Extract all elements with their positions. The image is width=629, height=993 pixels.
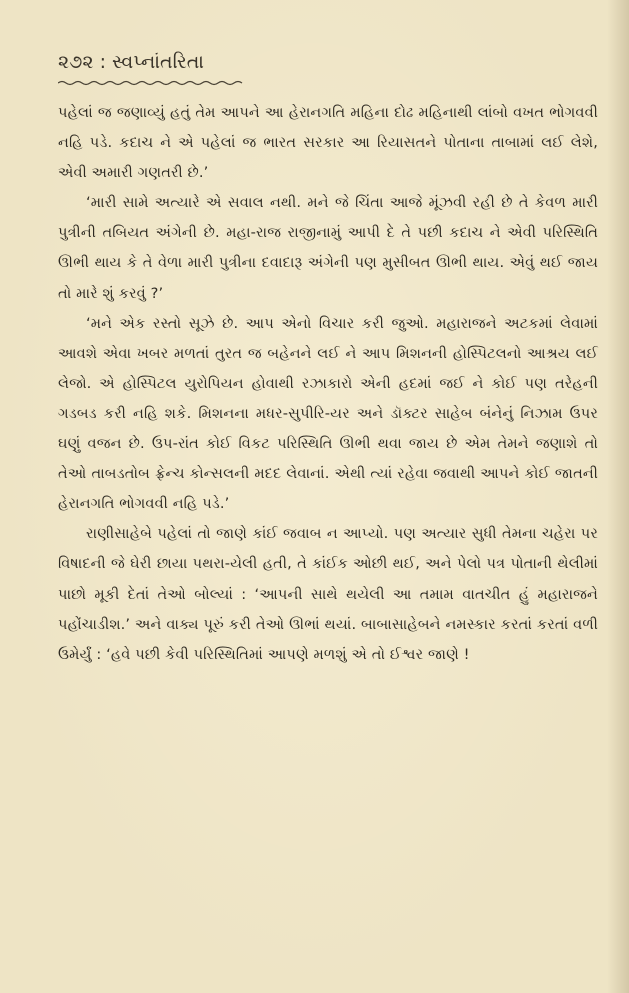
paragraph: ‘મારી સામે અત્યારે એ સવાલ નથી. મને જે ચિંતા આજે મૂંઝવી રહી છે તે કેવળ મારી પુત્રીની તબિયત અંગેની છે. મહા-રાજ રાજીનામું આપી દે તે પછી કદાચ ને એવી પરિસ્થિતિ ઊભી થાય કે તે વેળા મારી પુત્રીના દવાદારૂ અંગેની પણ મુસીબત ઊભી થાય. એવું થઈ જાય તો મારે શું કરવું ?’: [58, 194, 598, 302]
paragraph: રાણીસાહેબે પહેલાં તો જાણે કાંઈ જવાબ ન આપ્યો. પણ અત્યાર સુધી તેમના ચહેરા પર વિષાદની જે ઘેરી છાયા પથરા-યેલી હતી, તે કાંઈક ઓછી થઈ, અને પેલો પત્ર પોતાની થેલીમાં પાછો મૂકી દેતાં તેઓ બોલ્યાં : ‘આપની સાથે થયેલી આ તમામ વાતચીત હું મહારાજને પહોંચાડીશ.’ અને વાક્ય પૂરું કરી તેઓ ઊભાં થયાં. બાબાસાહેબને નમસ્કાર કરતાં કરતાં વળી ઉમેર્યું : ‘હવે પછી કેવી પરિસ્થિતિમાં આપણે મળશું એ તો ઈશ્વર જાણે !: [58, 525, 598, 663]
header-separator: :: [99, 51, 106, 73]
paragraph: ‘મને એક રસ્તો સૂઝે છે. આપ એનો વિચાર કરી જુઓ. મહારાજને અટકમાં લેવામાં આવશે એવા ખબર મળતાં તુરત જ બહેનને લઈ ને આપ મિશનની હોસ્પિટલનો આશ્રય લઈ લેજો. એ હોસ્પિટલ યુરોપિયન હોવાથી રઝાકારો એની હદમાં જઈ ને કોઈ પણ તરેહની ગડબડ કરી નહિ શકે. મિશનના મધર-સુપીરિ-યર અને ડૉક્ટર સાહેબ બંનેનું નિઝામ ઉપર ઘણું વજન છે. ઉપ-રાંત કોઈ વિકટ પરિસ્થિતિ ઊભી થવા જાય છે એમ તેમને જણાશે તો તેઓ તાબડતોબ ફ્રેન્ચ કોન્સલની મદદ લેવાનાં. એથી ત્યાં રહેવા જવાથી આપને કોઈ જાતની હેરાનગતિ ભોગવવી નહિ પડે.’: [58, 314, 598, 513]
running-header: [58, 50, 204, 74]
paragraph: પહેલાં જ જણાવ્યું હતું તેમ આપને આ હેરાનગતિ મહિના દોઢ મહિનાથી લાંબો વખત ભોગવવી નહિ પડે. કદાચ ને એ પહેલાં જ ભારત સરકાર આ રિયાસતને પોતાના તાબામાં લઈ લેશે, એવી અમારી ગણતરી છે.’: [58, 104, 598, 182]
book-title: સ્વપ્નાંતરિતા: [112, 51, 204, 73]
body-text: [58, 98, 598, 670]
page-number: ૨૭૨: [58, 51, 94, 73]
page-edge-shadow: [607, 0, 629, 993]
header-ornamental-rule: [58, 80, 243, 86]
